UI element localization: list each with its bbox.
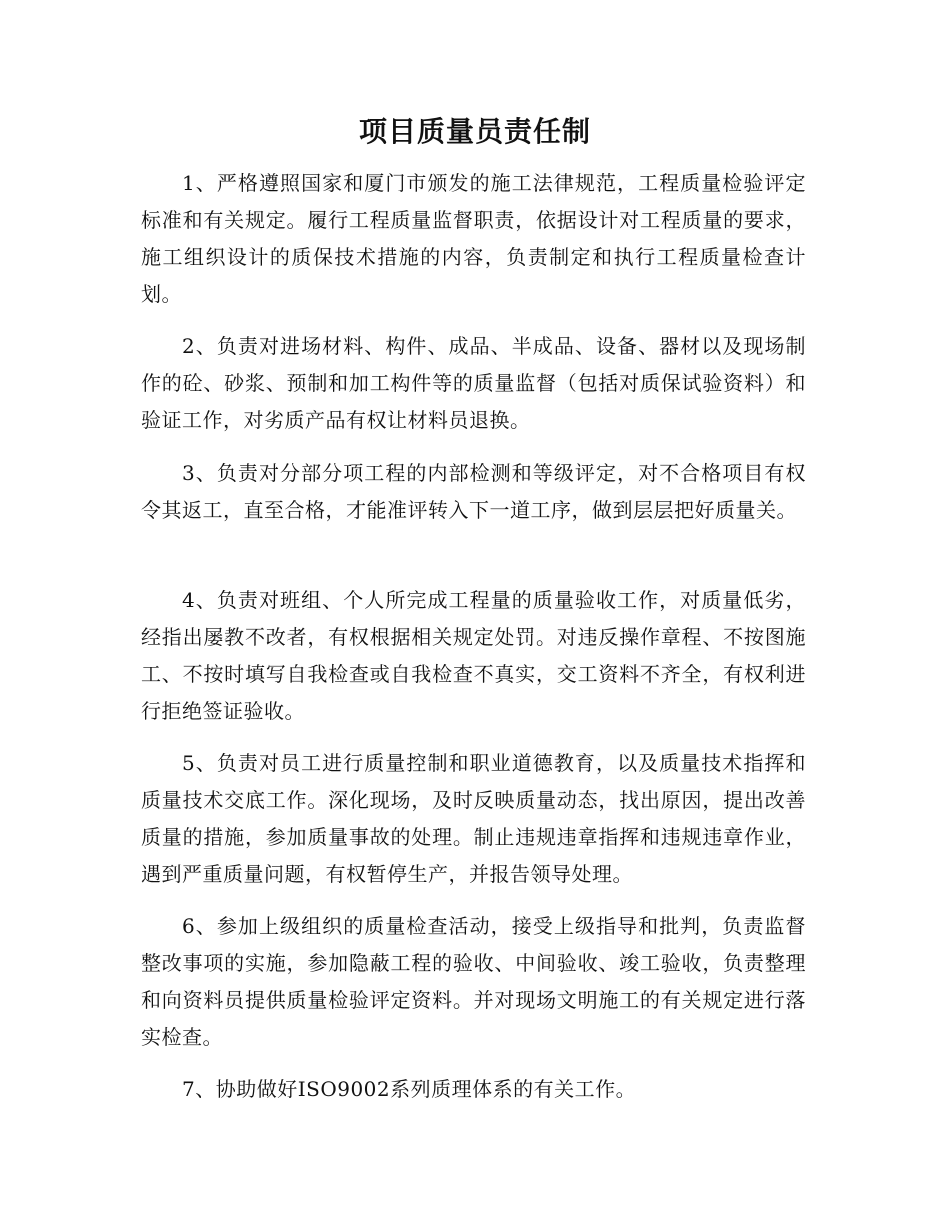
paragraph-3: 3、负责对分部分项工程的内部检测和等级评定，对不合格项目有权令其返工，直至合格，才能准评转入下一道工序，做到层层把好质量关。 bbox=[141, 461, 806, 522]
document-title: 项目质量员责任制 bbox=[358, 115, 591, 148]
paragraph-7: 7、协助做好ISO9002系列质理体系的有关工作。 bbox=[182, 1077, 637, 1101]
paragraph-4: 4、负责对班组、个人所完成工程量的质量验收工作，对质量低劣，经指出屡教不改者，有权根据相关规定处罚。对违反操作章程、不按图施工、不按时填写自我检查或自我检查不真实，交工资料不齐全，有权利进行拒绝签证验收。 bbox=[141, 588, 806, 723]
paragraph-5: 5、负责对员工进行质量控制和职业道德教育，以及质量技术指挥和质量技术交底工作。深化现场，及时反映质量动态，找出原因，提出改善质量的措施，参加质量事故的处理。制止违规违章指挥和违规违章作业，遇到严重质量问题，有权暂停生产，并报告领导处理。 bbox=[141, 751, 806, 886]
paragraph-1: 1、严格遵照国家和厦门市颁发的施工法律规范，工程质量检验评定标准和有关规定。履行工程质量监督职责，依据设计对工程质量的要求，施工组织设计的质保技术措施的内容，负责制定和执行工程质量检查计划。 bbox=[141, 171, 806, 306]
paragraph-6: 6、参加上级组织的质量检查活动，接受上级指导和批判，负责监督整改事项的实施，参加隐蔽工程的验收、中间验收、竣工验收，负责整理和向资料员提供质量检验评定资料。并对现场文明施工的有关规定进行落实检查。 bbox=[141, 914, 806, 1049]
paragraph-2: 2、负责对进场材料、构件、成品、半成品、设备、器材以及现场制作的砼、砂浆、预制和加工构件等的质量监督（包括对质保试验资料）和验证工作，对劣质产品有权让材料员退换。 bbox=[141, 334, 806, 432]
